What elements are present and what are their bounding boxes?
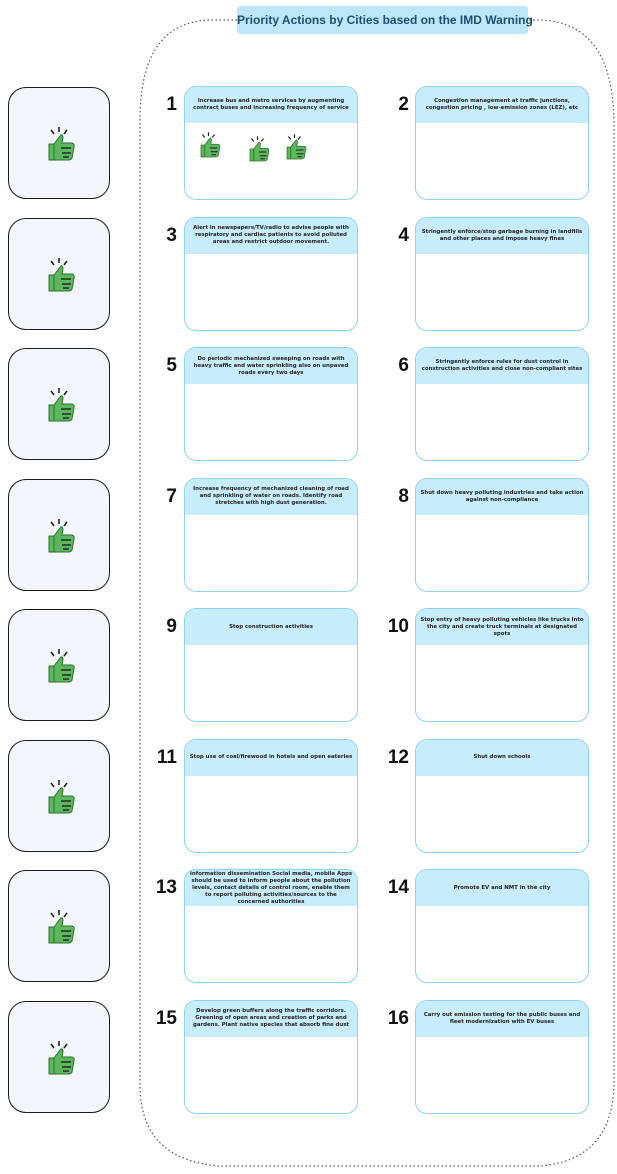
page-title: Priority Actions by Cities based on the IMD Warning (237, 6, 528, 34)
action-number: 16 (387, 1007, 409, 1029)
action-card (184, 1000, 358, 1114)
action-text: Stop entry of heavy polluting vehicles like trucks into the city and create truck terminals at designated spots (416, 609, 588, 645)
side-card (8, 740, 110, 852)
action-card (415, 1000, 589, 1114)
action-card (415, 217, 589, 331)
thumbs-up-icon (41, 646, 81, 686)
action-number: 4 (398, 224, 409, 246)
action-number: 8 (398, 485, 409, 507)
action-text: Stop construction activities (185, 609, 357, 645)
action-number: 11 (156, 746, 177, 768)
thumbs-up-icon (41, 777, 81, 817)
action-text: Shut down schools (416, 740, 588, 776)
thumbs-up-icon (41, 516, 81, 556)
action-number: 2 (398, 94, 409, 115)
action-number: 14 (387, 877, 409, 898)
side-card (8, 609, 110, 721)
action-card (184, 217, 358, 331)
action-text: Alert in newspapers/TV/radio to advise people with respiratory and cardiac patients to avoid polluted areas and restrict outdoor movement. (185, 218, 357, 254)
action-card (415, 608, 589, 722)
action-text: Stop use of coal/firewood in hotels and open eateries (185, 740, 357, 776)
action-card (184, 869, 358, 983)
action-text: Do periodic mechanized sweeping on roads with heavy traffic and water sprinkling also on unpaved roads every two days (185, 348, 357, 384)
thumbs-up-icon (41, 907, 81, 947)
action-card (415, 869, 589, 983)
action-text: Develop green buffers along the traffic corridors. Greening of open areas and creation of parks and gardens. Plant native species that absorb fine dust (185, 1001, 357, 1037)
action-number: 7 (166, 485, 177, 507)
thumbs-up-icon (41, 255, 81, 295)
action-number: 9 (166, 616, 177, 637)
thumbs-up-icon (41, 1038, 81, 1078)
action-card (415, 347, 589, 461)
action-text: Stringently enforce/stop garbage burning in landfills and other places and impose heavy fines (416, 218, 588, 254)
action-text: Increase bus and metro services by augmenting contract buses and increasing frequency of service (185, 87, 357, 123)
side-card (8, 1001, 110, 1113)
thumbs-up-icon (41, 385, 81, 425)
action-text: Promote EV and NMT in the city (416, 870, 588, 906)
thumbs-up-icon (195, 130, 225, 160)
action-text: Stringently enforce rules for dust control in construction activities and close non-compliant sites (416, 348, 588, 384)
action-number: 6 (398, 355, 409, 376)
thumbs-up-icon (281, 132, 311, 162)
side-card (8, 87, 110, 199)
action-text: Congestion management at traffic junctions, congestion pricing , low-emission zones (LEZ), etc (416, 87, 588, 123)
action-number: 10 (387, 616, 409, 637)
action-number: 12 (387, 746, 409, 768)
action-card (184, 478, 358, 592)
action-text: Shut down heavy polluting industries and take action against non-compliance (416, 479, 588, 515)
action-number: 13 (155, 877, 177, 898)
side-card (8, 870, 110, 982)
thumbs-up-icon (244, 134, 274, 164)
action-text: Carry out emission testing for the public buses and fleet modernization with EV buses (416, 1001, 588, 1037)
action-card (184, 608, 358, 722)
side-card (8, 218, 110, 330)
action-number: 5 (166, 355, 177, 376)
action-number: 3 (166, 224, 177, 246)
side-card (8, 348, 110, 460)
action-card (415, 478, 589, 592)
action-card (184, 347, 358, 461)
action-text: Information dissemination Social media, mobile Apps should be used to inform people about the pollution levels, contact details of control room, enable them to report polluting activities/sources to the concerned authorities (185, 870, 357, 906)
side-card (8, 479, 110, 591)
action-card (184, 739, 358, 853)
action-text: Increase frequency of mechanized cleaning of road and sprinkling of water on roads. Identify road stretches with high dust generation. (185, 479, 357, 515)
action-number: 1 (166, 94, 177, 115)
thumbs-up-icon (41, 124, 81, 164)
action-number: 15 (155, 1007, 177, 1029)
action-card (415, 86, 589, 200)
action-card (415, 739, 589, 853)
